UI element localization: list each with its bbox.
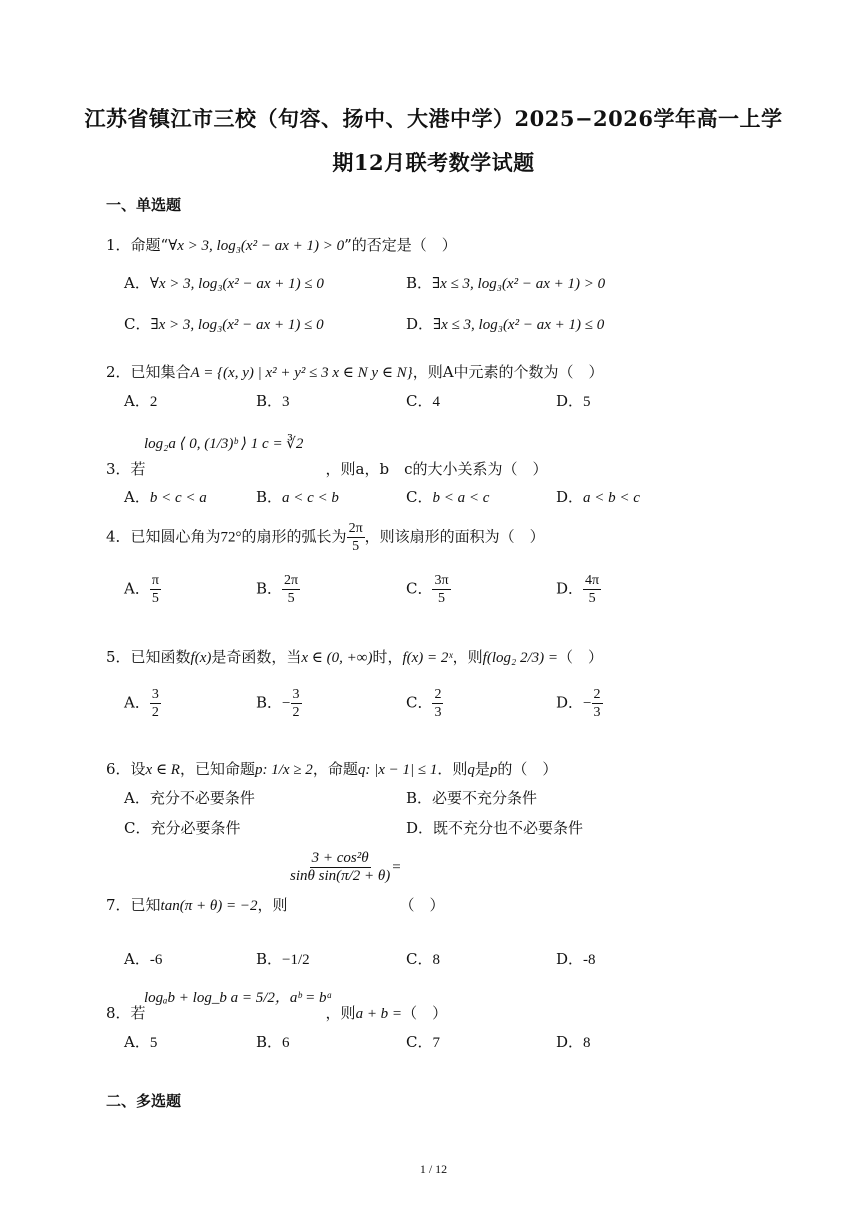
q5-option-b[interactable] bbox=[256, 686, 302, 721]
option-fraction bbox=[432, 572, 450, 607]
q8-option-c[interactable] bbox=[406, 1031, 440, 1052]
option-text: ∃x ≤ 3, log₃(x² − ax + 1) > 0 bbox=[432, 276, 606, 292]
fraction-numerator: 4π bbox=[585, 573, 600, 588]
option-fraction bbox=[432, 686, 443, 721]
option-label: C． bbox=[406, 488, 433, 506]
option-label: D． bbox=[406, 819, 434, 837]
q7-option-b[interactable] bbox=[256, 948, 310, 969]
option-fraction bbox=[150, 686, 161, 721]
fraction-numerator: 3 bbox=[292, 687, 300, 702]
option-label: D． bbox=[556, 1033, 584, 1051]
q8-mid: ，则 bbox=[325, 1004, 356, 1022]
q6-p-var: p bbox=[489, 762, 498, 778]
exam-title-line2: 期12月联考数学试题 bbox=[332, 150, 535, 175]
option-label: A． bbox=[124, 693, 150, 712]
q6-option-a[interactable] bbox=[124, 787, 255, 808]
q8-suffix: （ ） bbox=[402, 1004, 448, 1022]
q2-set-expression: A = {(x, y) | x² + y² ≤ 3 x ∈ N y ∈ N} bbox=[190, 365, 413, 381]
q8-ask: a + b = bbox=[355, 1006, 403, 1022]
q6-mid2: ，命题 bbox=[312, 760, 358, 778]
q5-ask: f(log₂ 2/3) = bbox=[482, 650, 559, 666]
option-text: 8 bbox=[432, 952, 440, 968]
option-fraction bbox=[583, 572, 601, 607]
option-label: B． bbox=[256, 488, 283, 506]
q2-option-b[interactable] bbox=[256, 390, 290, 411]
option-label: A． bbox=[124, 579, 150, 598]
option-label: A． bbox=[124, 392, 150, 410]
option-fraction bbox=[282, 572, 300, 607]
question-2 bbox=[106, 361, 604, 382]
fraction-denominator: 5 bbox=[438, 591, 446, 606]
section-multi-choice: 二、多选题 bbox=[106, 1092, 182, 1110]
option-text: 充分不必要条件 bbox=[149, 789, 255, 807]
option-text: 必要不充分条件 bbox=[432, 789, 538, 807]
q2-prefix: 2．已知集合 bbox=[106, 363, 191, 381]
option-label: D． bbox=[406, 315, 434, 333]
q6-option-c[interactable] bbox=[124, 817, 241, 838]
q5-option-d[interactable] bbox=[556, 686, 603, 721]
option-text: a < b < c bbox=[583, 490, 640, 506]
option-label: D． bbox=[556, 488, 584, 506]
q2-option-c[interactable] bbox=[406, 390, 440, 411]
q5-definition: f(x) = 2ˣ bbox=[402, 650, 453, 666]
question-4 bbox=[106, 520, 545, 555]
question-6 bbox=[106, 758, 557, 779]
q7-mid: ，则 bbox=[257, 896, 288, 914]
option-label: A． bbox=[124, 1033, 150, 1051]
q8-prefix: 8．若 bbox=[106, 1004, 146, 1022]
question-8 bbox=[106, 1002, 447, 1023]
option-label: D． bbox=[556, 693, 584, 712]
q1-option-a[interactable] bbox=[124, 272, 324, 293]
q4-option-b[interactable] bbox=[256, 572, 300, 607]
q3-option-c[interactable] bbox=[406, 486, 489, 507]
option-text: ∃x > 3, log₃(x² − ax + 1) ≤ 0 bbox=[150, 317, 324, 333]
fraction-denominator: sinθ sin(π/2 + θ) bbox=[290, 868, 391, 884]
q1-option-d[interactable] bbox=[406, 313, 604, 334]
fraction-denominator: 5 bbox=[287, 591, 295, 606]
question-1 bbox=[106, 234, 457, 255]
fraction-denominator: 2 bbox=[151, 705, 159, 720]
fraction-numerator: 2 bbox=[434, 687, 442, 702]
fraction-numerator: 3π bbox=[434, 573, 449, 588]
option-label: D． bbox=[556, 392, 584, 410]
q3-option-b[interactable] bbox=[256, 486, 339, 507]
q1-suffix: ”的否定是（ ） bbox=[344, 236, 457, 254]
option-label: B． bbox=[256, 950, 283, 968]
option-fraction bbox=[150, 572, 161, 607]
fraction-numerator: 2π bbox=[284, 573, 299, 588]
option-text: ∃x ≤ 3, log₃(x² − ax + 1) ≤ 0 bbox=[433, 317, 605, 333]
q5-prefix: 5．已知函数 bbox=[106, 648, 191, 666]
option-label: A． bbox=[124, 950, 150, 968]
fraction-denominator: 5 bbox=[588, 591, 596, 606]
q6-mid4: 是 bbox=[474, 760, 490, 778]
option-sign: − bbox=[282, 695, 291, 712]
q8-condition: logₐb + log_b a = 5/2，aᵇ = bᵃ bbox=[144, 990, 333, 1006]
option-label: D． bbox=[556, 950, 584, 968]
option-label: C． bbox=[406, 392, 433, 410]
option-label: C． bbox=[406, 693, 433, 712]
fraction-numerator: 2 bbox=[593, 687, 601, 702]
q3-option-d[interactable] bbox=[556, 486, 640, 507]
q6-mid3: ．则 bbox=[437, 760, 468, 778]
option-fraction bbox=[291, 686, 302, 721]
option-label: A． bbox=[124, 488, 150, 506]
q6-q-var: q bbox=[467, 762, 475, 778]
q1-prefix: 1．命题“ bbox=[106, 236, 169, 254]
option-text: a < c < b bbox=[282, 490, 339, 506]
q5-option-c[interactable] bbox=[406, 686, 443, 721]
option-text: ∀x > 3, log₃(x² − ax + 1) ≤ 0 bbox=[149, 276, 324, 292]
q7-option-a[interactable] bbox=[124, 948, 162, 969]
q7-option-c[interactable] bbox=[406, 948, 440, 969]
q4-suffix: ，则该扇形的面积为（ ） bbox=[364, 527, 545, 546]
q8-option-b[interactable] bbox=[256, 1031, 290, 1052]
q6-option-b[interactable] bbox=[406, 787, 537, 808]
q5-option-a[interactable] bbox=[124, 686, 161, 721]
option-label: A． bbox=[124, 274, 150, 292]
q3-expression: log₂a ⟨ 0, (1/3)ᵇ ⟩ 1 c = ∛2 bbox=[144, 436, 304, 452]
question-3 bbox=[106, 458, 548, 479]
option-text: -8 bbox=[583, 952, 596, 968]
page-number: 1 / 12 bbox=[419, 1162, 448, 1176]
option-label: B． bbox=[256, 579, 283, 598]
option-label: C． bbox=[406, 1033, 433, 1051]
q6-option-d[interactable] bbox=[406, 817, 583, 838]
option-label: C． bbox=[406, 950, 433, 968]
option-text: 8 bbox=[583, 1035, 591, 1051]
option-text: 4 bbox=[432, 394, 440, 410]
option-text: 6 bbox=[282, 1035, 290, 1051]
option-text: 5 bbox=[149, 1035, 158, 1051]
question-7 bbox=[106, 894, 445, 915]
q8-option-a[interactable] bbox=[124, 1031, 157, 1052]
option-text: -6 bbox=[149, 952, 163, 968]
q4-option-c[interactable] bbox=[406, 572, 451, 607]
fraction-denominator: 3 bbox=[593, 705, 601, 720]
question-5 bbox=[106, 646, 603, 667]
option-label: B． bbox=[256, 693, 283, 712]
option-label: B． bbox=[406, 789, 433, 807]
q1-statement: ∀x > 3, log₃(x² − ax + 1) > 0 bbox=[168, 238, 345, 254]
option-label: C． bbox=[124, 315, 151, 333]
fraction-denominator: 3 bbox=[434, 705, 442, 720]
option-label: C． bbox=[406, 579, 433, 598]
option-label: D． bbox=[556, 579, 584, 598]
option-label: A． bbox=[124, 789, 150, 807]
q3-option-a[interactable] bbox=[124, 486, 207, 507]
option-fraction bbox=[592, 686, 603, 721]
option-text: −1/2 bbox=[282, 952, 310, 968]
option-sign: − bbox=[583, 695, 592, 712]
q5-function: f(x) bbox=[190, 650, 212, 666]
q7-prefix: 7．已知 bbox=[106, 896, 161, 914]
option-label: C． bbox=[124, 819, 151, 837]
fraction-numerator: π bbox=[151, 573, 159, 588]
q4-arc-fraction bbox=[347, 520, 365, 555]
q6-proposition-p: p: 1/x ≥ 2 bbox=[255, 762, 313, 778]
fraction-numerator: 3 + cos²θ bbox=[311, 850, 369, 866]
q4-option-d[interactable] bbox=[556, 572, 601, 607]
q5-mid3: ，则 bbox=[452, 648, 483, 666]
q5-suffix: （ ） bbox=[558, 648, 604, 666]
q6-mid1: ，已知命题 bbox=[179, 760, 255, 778]
option-text: 充分必要条件 bbox=[150, 819, 241, 837]
option-label: B． bbox=[256, 1033, 283, 1051]
q7-fraction-expression bbox=[288, 850, 401, 885]
option-text: b < c < a bbox=[149, 490, 207, 506]
q7-condition: tan(π + θ) = −2 bbox=[160, 898, 258, 914]
q7-fraction bbox=[288, 850, 392, 885]
q5-mid1: 是奇函数，当 bbox=[211, 648, 302, 666]
q7-equals: = bbox=[392, 859, 401, 876]
option-label: B． bbox=[406, 274, 433, 292]
fraction-numerator: 2π bbox=[348, 521, 363, 536]
fraction-denominator: 5 bbox=[151, 591, 159, 606]
q2-option-d[interactable] bbox=[556, 390, 591, 411]
q3-condition bbox=[144, 434, 303, 453]
q3-suffix: ，则a，b c的大小关系为（ ） bbox=[325, 460, 548, 478]
option-text: 5 bbox=[583, 394, 591, 410]
q4-prefix: 4．已知圆心角为 bbox=[106, 527, 221, 546]
fraction-denominator: 5 bbox=[352, 539, 360, 554]
fraction-numerator: 3 bbox=[151, 687, 159, 702]
option-text: 7 bbox=[432, 1035, 440, 1051]
q8-option-d[interactable] bbox=[556, 1031, 591, 1052]
q6-domain: x ∈ R bbox=[145, 762, 180, 778]
q1-option-b[interactable] bbox=[406, 272, 605, 293]
q7-suffix: （ ） bbox=[399, 896, 445, 914]
q6-proposition-q: q: |x − 1| ≤ 1 bbox=[357, 762, 438, 778]
q2-suffix: ，则A中元素的个数为（ ） bbox=[412, 363, 604, 381]
q6-suffix: 的（ ） bbox=[497, 760, 558, 778]
q1-option-c[interactable] bbox=[124, 313, 324, 334]
q2-option-a[interactable] bbox=[124, 390, 157, 411]
q4-mid: 的扇形的弧长为 bbox=[241, 527, 347, 546]
q3-prefix: 3．若 bbox=[106, 460, 146, 478]
q4-angle: 72° bbox=[220, 529, 242, 546]
option-text: 3 bbox=[282, 394, 290, 410]
exam-title-line1: 江苏省镇江市三校（句容、扬中、大港中学）2025−2026学年高一上学 bbox=[84, 106, 783, 131]
q6-prefix: 6．设 bbox=[106, 760, 146, 778]
option-text: 既不充分也不必要条件 bbox=[433, 819, 584, 837]
section-single-choice: 一、单选题 bbox=[106, 196, 182, 214]
q5-domain: x ∈ (0, +∞) bbox=[301, 650, 373, 666]
option-label: B． bbox=[256, 392, 283, 410]
q5-mid2: 时， bbox=[372, 648, 403, 666]
q7-option-d[interactable] bbox=[556, 948, 596, 969]
option-text: b < a < c bbox=[432, 490, 490, 506]
q4-option-a[interactable] bbox=[124, 572, 161, 607]
fraction-denominator: 2 bbox=[292, 705, 300, 720]
option-text: 2 bbox=[149, 394, 158, 410]
